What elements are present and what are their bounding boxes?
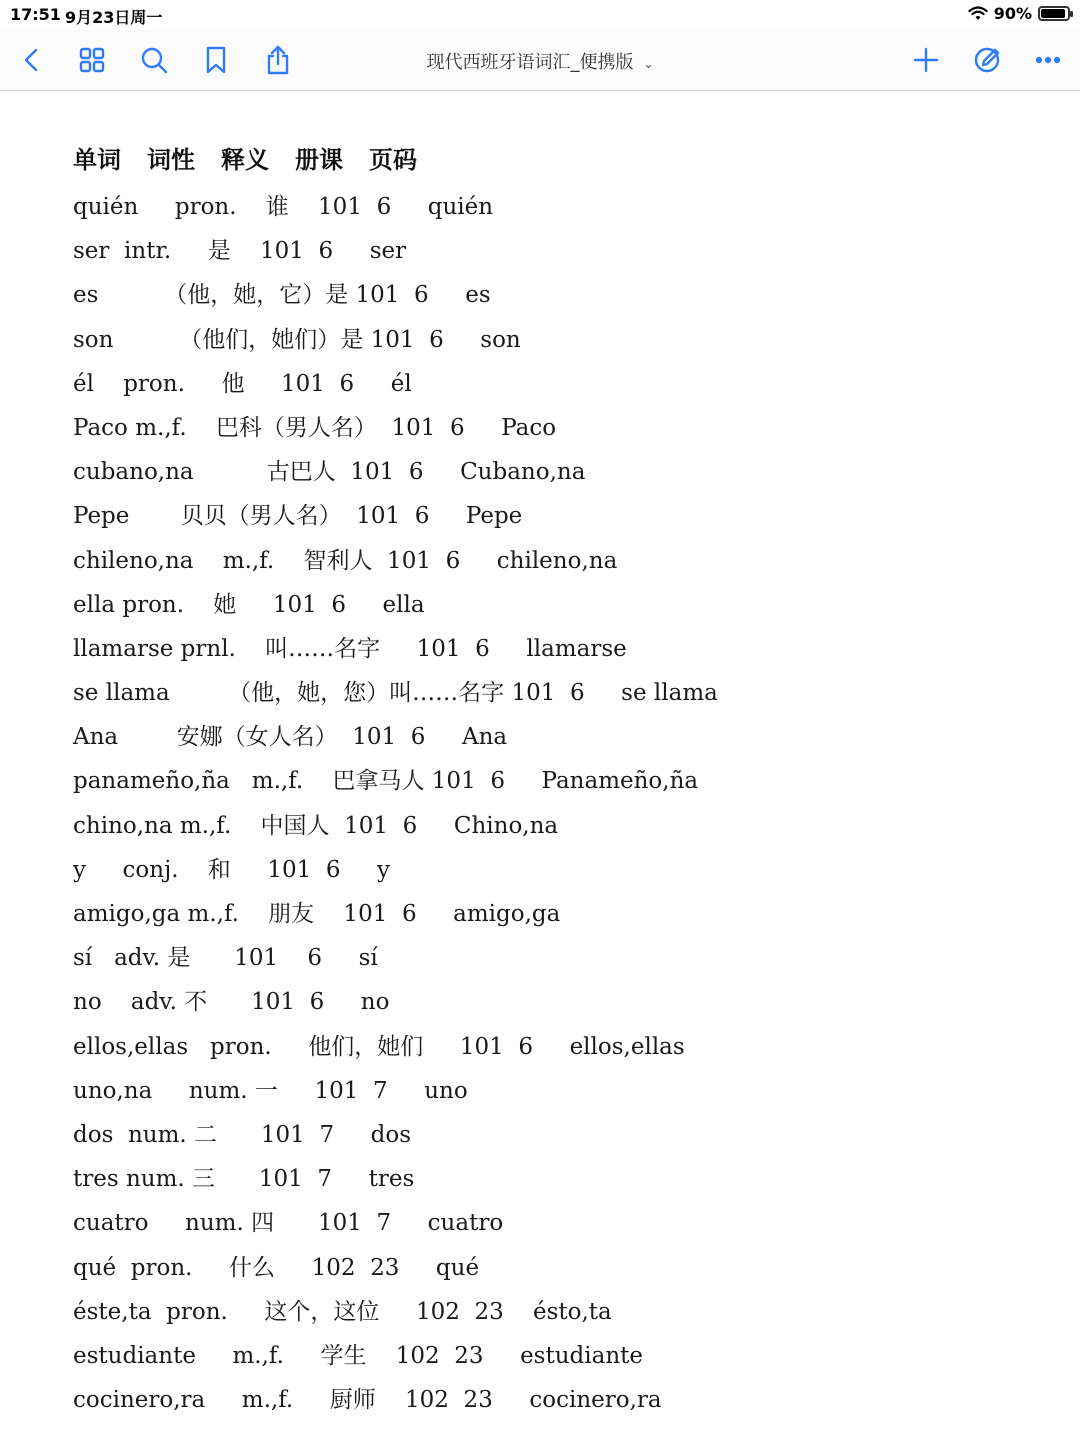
table-row: llamarse prnl. 叫……名字 101 6 llamarse [73, 635, 627, 662]
table-row: cubano,na 古巴人 101 6 Cubano,na [73, 459, 586, 486]
plus-icon [911, 45, 941, 75]
document-title-text: 现代西班牙语词汇_便携版 [426, 52, 634, 73]
table-row: no adv. 不 101 6 no [73, 989, 390, 1016]
table-row: ella pron. 她 101 6 ella [73, 591, 425, 618]
header-volume-lesson: 册课 [295, 146, 343, 174]
more-button[interactable] [1028, 40, 1068, 80]
table-row: son （他们，她们）是 101 6 son [73, 326, 521, 353]
header-meaning: 释义 [221, 146, 269, 174]
table-row: quién pron. 谁 101 6 quién [73, 194, 494, 220]
document-content [73, 135, 1033, 1422]
wifi-icon [968, 6, 988, 22]
table-row: Paco m.,f. 巴科（男人名） 101 6 Paco [73, 414, 557, 441]
table-row: dos num. 二 101 7 dos [73, 1121, 412, 1148]
table-row: amigo,ga m.,f. 朋友 101 6 amigo,ga [73, 901, 561, 927]
status-time: 17:51 [10, 5, 61, 24]
word-list [73, 185, 1033, 1422]
table-row: y conj. 和 101 6 y [73, 856, 391, 883]
table-row: ellos,ellas pron. 他们，她们 101 6 ellos,ellas [73, 1033, 685, 1060]
table-row: se llama （他，她，您）叫……名字 101 6 se llama [73, 680, 718, 707]
annotate-button[interactable] [967, 40, 1007, 80]
table-row: él pron. 他 101 6 él [73, 370, 412, 397]
table-row: panameño,ña m.,f. 巴拿马人 101 6 Panameño,ña [73, 768, 699, 795]
table-row: tres num. 三 101 7 tres [73, 1166, 415, 1193]
toolbar [0, 30, 1080, 91]
table-header [73, 135, 1033, 185]
more-icon [1033, 45, 1063, 75]
add-button[interactable] [906, 40, 946, 80]
table-row: es （他，她，它）是 101 6 es [73, 282, 491, 309]
header-word: 单词 [73, 146, 121, 174]
status-date: 9月23日周一 [65, 8, 163, 27]
status-bar [0, 0, 1080, 30]
table-row: estudiante m.,f. 学生 102 23 estudiante [73, 1342, 643, 1369]
table-row: cocinero,ra m.,f. 厨师 102 23 cocinero,ra [73, 1387, 662, 1414]
battery-percent: 90% [993, 4, 1032, 23]
edit-icon [972, 45, 1002, 75]
header-pos: 词性 [147, 146, 195, 174]
table-row: éste,ta pron. 这个，这位 102 23 ésto,ta [73, 1298, 612, 1325]
table-row: ser intr. 是 101 6 ser [73, 238, 407, 265]
table-row: cuatro num. 四 101 7 cuatro [73, 1210, 504, 1237]
table-row: qué pron. 什么 102 23 qué [73, 1254, 480, 1281]
table-row: uno,na num. 一 101 7 uno [73, 1077, 468, 1104]
table-row: sí adv. 是 101 6 sí [73, 945, 378, 972]
table-row: chileno,na m.,f. 智利人 101 6 chileno,na [73, 547, 618, 574]
table-row: Pepe 贝贝（男人名） 101 6 Pepe [73, 503, 523, 530]
chevron-down-icon: ⌄ [643, 57, 654, 71]
header-page: 页码 [369, 146, 417, 174]
table-row: Ana 安娜（女人名） 101 6 Ana [73, 724, 508, 751]
status-right [968, 4, 1070, 23]
table-row: chino,na m.,f. 中国人 101 6 Chino,na [73, 812, 559, 839]
battery-icon [1038, 6, 1070, 21]
